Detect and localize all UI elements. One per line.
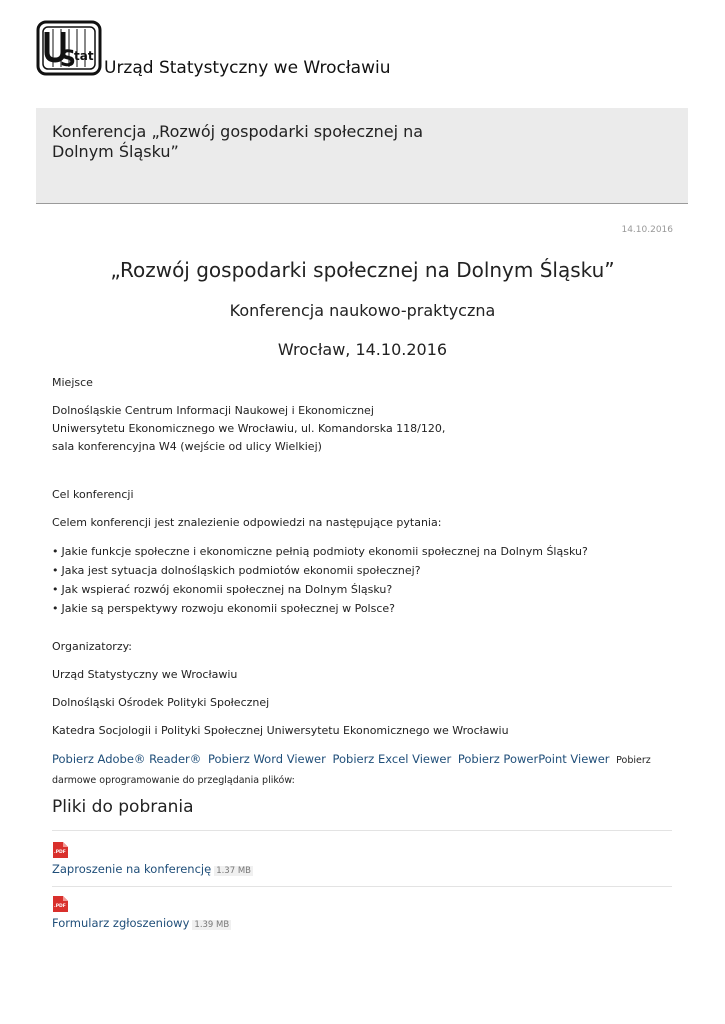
goal-label: Cel konferencji <box>52 488 134 501</box>
adobe-reader-link[interactable]: Pobierz Adobe® Reader® <box>52 752 202 766</box>
venue-line: Dolnośląskie Centrum Informacji Naukowej i Ekonomicznej <box>52 404 374 417</box>
list-item: • Jakie funkcje społeczne i ekonomiczne pełnią podmioty ekonomii społecznej na Dolnym Śląsku? <box>52 542 674 561</box>
pdf-file-icon <box>52 896 68 912</box>
venue-line: Uniwersytetu Ekonomicznego we Wrocławiu, ul. Komandorska 118/120, <box>52 422 446 435</box>
download-item <box>52 896 231 931</box>
page-title: Konferencja „Rozwój gospodarki społecznej na Dolnym Śląsku” <box>52 122 424 161</box>
venue-label: Miejsce <box>52 376 93 389</box>
venue-line: sala konferencyjna W4 (wejście od ulicy Wielkiej) <box>52 440 322 453</box>
questions-list <box>52 542 674 618</box>
pdf-file-icon <box>52 842 68 858</box>
site-header <box>36 20 696 80</box>
viewer-links <box>52 750 674 790</box>
list-item: • Jakie są perspektywy rozwoju ekonomii społecznej w Polsce? <box>52 599 674 618</box>
site-name[interactable]: Urząd Statystyczny we Wrocławiu <box>104 58 391 78</box>
page-title-band <box>36 108 688 204</box>
powerpoint-viewer-link[interactable]: Pobierz PowerPoint Viewer <box>457 752 610 766</box>
svg-text:.PDF: .PDF <box>54 850 66 855</box>
organizer-item: Katedra Socjologii i Polityki Społecznej Uniwersytetu Ekonomicznego we Wrocławiu <box>52 724 509 737</box>
download-item <box>52 842 253 877</box>
ustat-logo[interactable] <box>36 20 102 76</box>
divider <box>52 886 672 887</box>
word-viewer-link[interactable]: Pobierz Word Viewer <box>207 752 326 766</box>
list-item: • Jaka jest sytuacja dolnośląskich podmiotów ekonomii społecznej? <box>52 561 674 580</box>
list-item: • Jak wspierać rozwój ekonomii społecznej na Dolnym Śląsku? <box>52 580 674 599</box>
file-name[interactable]: Zaproszenie na konferencję <box>52 862 212 876</box>
organizers-label: Organizatorzy: <box>52 640 133 653</box>
file-size-badge: 1.37 MB <box>216 866 251 876</box>
article-headline: „Rozwój gospodarki społecznej na Dolnym Śląsku” <box>110 258 615 282</box>
download-link[interactable] <box>52 916 231 930</box>
excel-viewer-link[interactable]: Pobierz Excel Viewer <box>332 752 452 766</box>
divider <box>52 830 672 831</box>
organizer-item: Dolnośląski Ośrodek Polityki Społecznej <box>52 696 270 709</box>
viewer-links-note: Pobierz darmowe oprogramowanie do przeglądania plików: <box>52 755 651 786</box>
downloads-title: Pliki do pobrania <box>52 797 194 817</box>
article-body <box>52 374 674 740</box>
svg-text:tat: tat <box>74 49 94 63</box>
svg-text:S: S <box>60 47 76 72</box>
file-size-badge: 1.39 MB <box>194 920 230 930</box>
organizer-item: Urząd Statystyczny we Wrocławiu <box>52 668 238 681</box>
download-link[interactable] <box>52 862 253 876</box>
svg-text:.PDF: .PDF <box>54 904 66 909</box>
file-name[interactable]: Formularz zgłoszeniowy <box>52 916 190 930</box>
goal-intro: Celem konferencji jest znalezienie odpowiedzi na następujące pytania: <box>52 516 442 529</box>
article-place-date: Wrocław, 14.10.2016 <box>277 340 448 359</box>
publication-date: 14.10.2016 <box>621 225 673 235</box>
article-subheadline: Konferencja naukowo-praktyczna <box>229 301 496 320</box>
